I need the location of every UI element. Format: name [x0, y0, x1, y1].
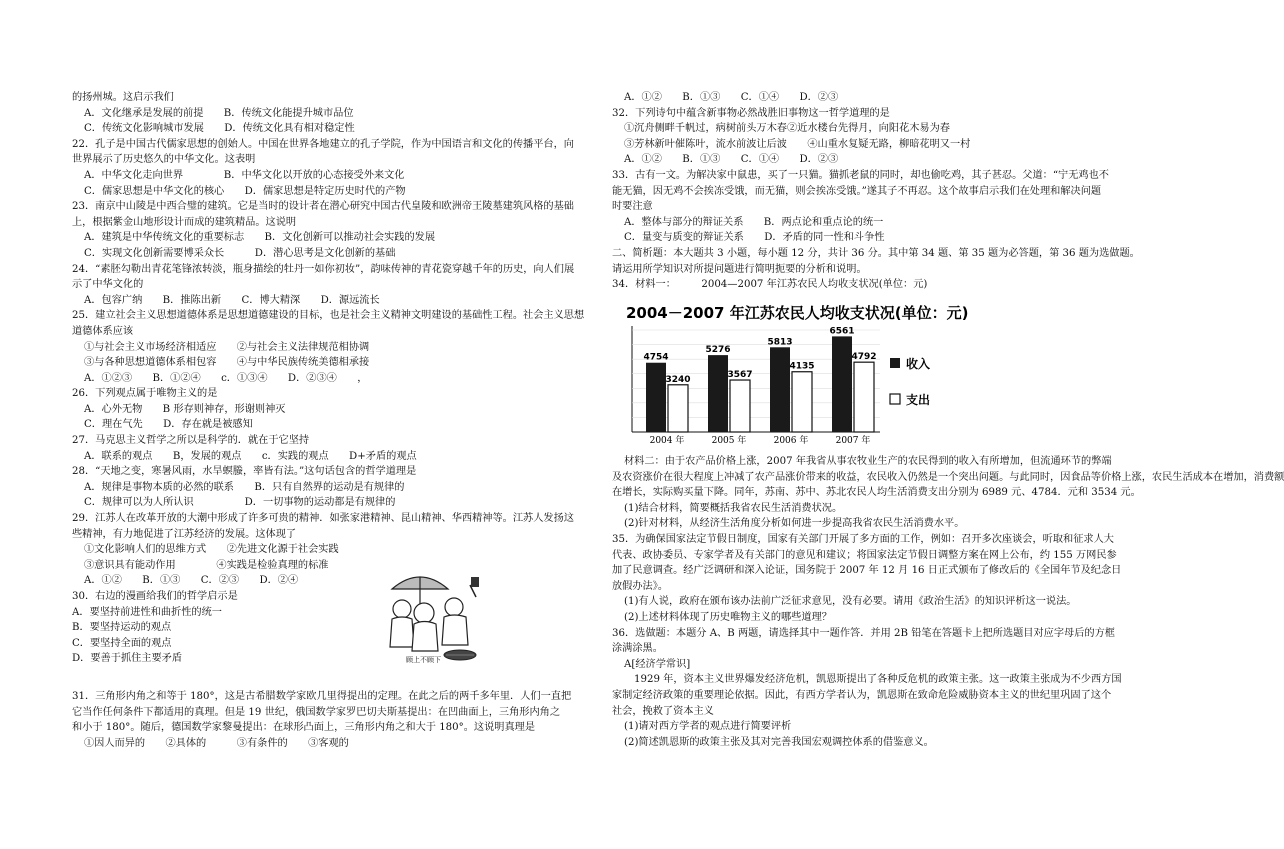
text-line: (2)简述凯恩斯的政策主张及其对完善我国宏观调控体系的借鉴意义。 [624, 736, 934, 748]
text-line: 23．南京中山陵是中西合璧的建筑。它是当时的设计者在潜心研究中国古代皇陵和欧洲帝王陵墓建筑风格的基础 [72, 201, 574, 213]
text-line: 材料二：由于农产品价格上涨，2007 年我省从事农牧业生产的农民得到的收入有所增加，但流通环节的弊端 [624, 456, 1112, 467]
text-line: 35．为确保国家法定节假日制度，国家有关部门开展了多方面的工作，例如：召开多次座谈会，听取和征求人大 [612, 533, 1114, 545]
text-line: 22．孔子是中国古代儒家思想的创始人。中国在世界各地建立的孔子学院，作为中国语言和文化的传播平台，向 [72, 138, 574, 150]
text-line: A．整体与部分的辩证关系 B．两点论和重点论的统一 [624, 216, 884, 228]
data-label: 3240 [665, 374, 691, 385]
data-label: 4792 [851, 352, 877, 363]
text-line: 34．材料一： 2004—2007 年江苏农民人均收支状况(单位：元) [612, 279, 928, 291]
text-line: 26．下列观点属于唯物主义的是 [72, 388, 218, 400]
bar-expense [668, 385, 688, 432]
text-line: 加了民意调查。经广泛调研和深入论证，国务院于 2007 年 12 月 16 日正式颁布了修改后的《全国年节及纪念日 [612, 565, 1122, 577]
right-column-top [612, 90, 1140, 293]
text-line: C．儒家思想是中华文化的核心 D．儒家思想是特定历史时代的产物 [84, 185, 406, 197]
bar-income [646, 363, 666, 432]
text-line: 放假办法》。 [612, 580, 669, 592]
text-line: 28．“天地之变，寒暑风雨，水旱螟螣，率皆有法。”这句话包含的哲学道理是 [72, 466, 417, 478]
bar-income [832, 336, 852, 432]
text-line: 示了中华文化的 [72, 279, 144, 291]
text-line: 道德体系应该 [72, 325, 134, 337]
text-line: 和小于 180°。随后，德国数学家黎曼提出：在球形凸面上，三角形内角之和大于 180°。这说明真理是 [72, 722, 536, 734]
bar-expense [854, 362, 874, 432]
legend-swatch-income [890, 358, 900, 368]
text-line: A．联系的观点 B，发展的观点 c．实践的观点 D+矛盾的观点 [84, 450, 417, 462]
cartoon-caption: 顾上不顾下 [406, 656, 441, 664]
text-line: ①文化影响人们的思维方式 ②先进文化源于社会实践 [84, 544, 339, 556]
data-label: 4754 [643, 352, 669, 363]
data-label: 3567 [727, 370, 753, 381]
cartoon-illustration [372, 567, 502, 667]
left-column [72, 90, 592, 751]
text-line: C．传统文化影响城市发展 D．传统文化具有相对稳定性 [84, 123, 355, 135]
text-line: 代表、政协委员、专家学者及有关部门的意见和建议；将国家法定节假日调整方案在网上公布，约 155 万网民参 [612, 549, 1117, 561]
text-line: 它当作任何条件下都适用的真理。但是 19 世纪，俄国数学家罗巴切夫斯基提出：在凹曲面上，三角形内角之 [72, 706, 561, 718]
text-line: 时要注意 [612, 201, 653, 213]
text-line: 涂满涂黑。 [612, 643, 663, 655]
text-line: ③芳林新叶催陈叶，流水前波让后波 ④山重水复疑无路，柳暗花明又一村 [624, 138, 971, 150]
text-line: 1929 年，资本主义世界爆发经济危机，凯恩斯提出了各种反危机的政策主张。这一政策主张成为不少西方国 [634, 674, 1122, 686]
text-line: A．建筑是中华传统文化的重要标志 B．文化创新可以推动社会实践的发展 [84, 232, 436, 244]
text-line: (2)上述材料体现了历史唯物主义的哪些道理？ [624, 611, 832, 623]
category-label: 2006 年 [773, 436, 809, 446]
text-line: A．要坚持前进性和曲折性的统一 [72, 606, 222, 618]
text-line: 请运用所学知识对所提问题进行简明扼要的分析和说明。 [612, 263, 867, 275]
chart-svg [618, 300, 969, 448]
category-label: 2005 年 [711, 436, 747, 446]
bar-income [708, 355, 728, 432]
text-line: B．要坚持运动的观点 [72, 622, 172, 634]
text-line: 在增长，实际购买量下降。同年，苏南、苏中、苏北农民人均生活消费支出分别为 6989 元、4784．元和 3534 元。 [612, 487, 1141, 499]
chart-title: 2004－2007 年江苏农民人均收支状况(单位：元) [626, 304, 969, 322]
text-line: 24．“素胚勾勒出青花笔锋浓转淡，瓶身描绘的牡丹一如你初妆”，韵味传神的青花瓷穿越千年的历史，向人们展 [72, 263, 575, 275]
text-line: 及农资涨价在很大程度上冲减了农产品涨价带来的收益，农民收入仍然是一个突出问题。与此同时，因食品等价格上涨，农民生活成本在增加，消费额 [612, 471, 1284, 483]
text-line: 31．三角形内角之和等于 180°，这是古希腊数学家欧几里得提出的定理。在此之后的两千多年里．人们一直把 [72, 690, 572, 702]
legend-label: 收入 [906, 357, 931, 371]
text-line: C．要坚持全面的观点 [72, 637, 172, 649]
category-label: 2007 年 [835, 436, 871, 446]
text-line: 33．古有一文。为解决家中鼠患，买了一只猫。猫抓老鼠的同时，却也偷吃鸡，其子甚忍。父道：“宁无鸡也不 [612, 169, 1109, 181]
text-line: C．实现文化创新需要博采众长 D．潜心思考是文化创新的基础 [84, 247, 396, 259]
cartoon-drawing [372, 567, 502, 667]
text-line: (1)结合材料，简要概括我省农民生活消费状况。 [624, 502, 843, 514]
text-line: 世界展示了历史悠久的中华文化。这表明 [72, 154, 256, 166]
category-label: 2004 年 [649, 436, 685, 446]
bar-income [770, 347, 790, 432]
text-line: C．理在气先 D．存在就是被感知 [84, 419, 253, 431]
text-line: 29．江苏人在改革开放的大潮中形成了许多可贵的精神．如张家港精神、昆山精神、华西精神等。江苏人发扬这 [72, 513, 574, 525]
text-line: 能无猫，因无鸡不会挨冻受饿，而无猫，则会挨冻受饿。”遂其子不再忍。这个故事启示我们在处理和解决问题 [612, 185, 1102, 197]
legend-label: 支出 [906, 393, 931, 407]
text-line [72, 667, 592, 689]
text-line: 二、简析题：本大题共 3 小题，每小题 12 分，共计 36 分。其中第 34 题、第 35 题为必答题，第 36 题为选做题。 [612, 247, 1140, 259]
text-line: ①沉舟侧畔千帆过，病树前头万木春②近水楼台先得月，向阳花木易为春 [624, 123, 950, 135]
text-line: A．①② B．①③ C．①④ D．②③ [624, 92, 839, 103]
text-line: (1)请对西方学者的观点进行简要评析 [624, 721, 792, 733]
text-line: C．量变与质变的辩证关系 D．矛盾的同一性和斗争性 [624, 232, 885, 244]
text-line: A．文化继承是发展的前提 B．传统文化能提升城市品位 [84, 107, 354, 119]
data-label: 6561 [829, 326, 855, 337]
right-column-bottom [612, 454, 1284, 750]
text-line: (2)针对材料，从经济生活角度分析如何进一步提高我省农民生活消费水平。 [624, 518, 965, 530]
text-line: 30．右边的漫画给我们的哲学启示是 [72, 591, 238, 602]
text-line: A．①② B．①③ C．①④ D．②③ [624, 154, 839, 166]
text-line: A．①②③ B．①②④ c．①③④ D．②③④ ， [84, 372, 368, 384]
text-line: 的扬州城。这启示我们 [72, 92, 174, 103]
text-line: 25．建立社会主义思想道德体系是思想道德建设的目标，也是社会主义精神文明建设的基础性工程。社会主义思想 [72, 310, 585, 322]
text-line: ①因人而异的 ②具体的 ③有条件的 ③客观的 [84, 737, 349, 749]
text-line: ③与各种思想道德体系相包容 ④与中华民族传统美德相承接 [84, 357, 370, 369]
text-line: (1)有人说，政府在颁布该办法前广泛征求意见，没有必要。请用《政治生活》的知识评析这一说法。 [624, 596, 1077, 608]
text-line: 27．马克思主义哲学之所以是科学的．就在于它坚持 [72, 435, 310, 447]
text-line: 些精神，有力地促进了江苏经济的发展。这体现了 [72, 528, 297, 540]
text-line: 上，根据紫金山地形设计而成的建筑精品。这说明 [72, 216, 297, 228]
text-line: A．中华文化走向世界 B．中华文化以开放的心态接受外来文化 [84, 169, 405, 181]
text-line: 家制定经济政策的重要理论依据。因此，有西方学者认为，凯恩斯在致命危险威胁资本主义的世纪里巩固了这个 [612, 689, 1112, 701]
income-expense-chart [618, 300, 969, 448]
text-line: ③意识具有能动作用 ④实践是检验真理的标准 [84, 559, 329, 571]
bar-expense [792, 372, 812, 432]
text-line: 社会，挽救了资本主义 [612, 705, 714, 717]
text-line: ①与社会主义市场经济相适应 ②与社会主义法律规范相协调 [84, 341, 370, 353]
text-line: 36．选做题：本题分 A、B 两题，请选择其中一题作答．并用 2B 铅笔在答题卡上把所选题目对应字母后的方框 [612, 627, 1115, 639]
text-line: C．规律可以为人所认识 D．一切事物的运动都是有规律的 [84, 497, 396, 509]
text-line: A．包容广纳 B．推陈出新 C．博大精深 D．源远流长 [84, 294, 380, 306]
text-line: D．要善于抓住主要矛盾 [72, 653, 183, 665]
text-line: A．规律是事物本质的必然的联系 B．只有自然界的运动是有规律的 [84, 481, 405, 493]
data-label: 5813 [767, 337, 793, 348]
text-line: A[经济学常识] [624, 658, 691, 670]
legend-swatch-expense [890, 394, 900, 404]
data-label: 4135 [789, 361, 815, 372]
bar-expense [730, 380, 750, 432]
text-line: A．心外无物 B 形存则神存，形谢则神灭 [84, 403, 286, 415]
text-line: A．①② B．①③ C．②③ D．②④ [84, 575, 299, 587]
data-label: 5276 [705, 345, 731, 356]
text-line: 32．下列诗句中蕴含新事物必然战胜旧事物这一哲学道理的是 [612, 107, 890, 119]
